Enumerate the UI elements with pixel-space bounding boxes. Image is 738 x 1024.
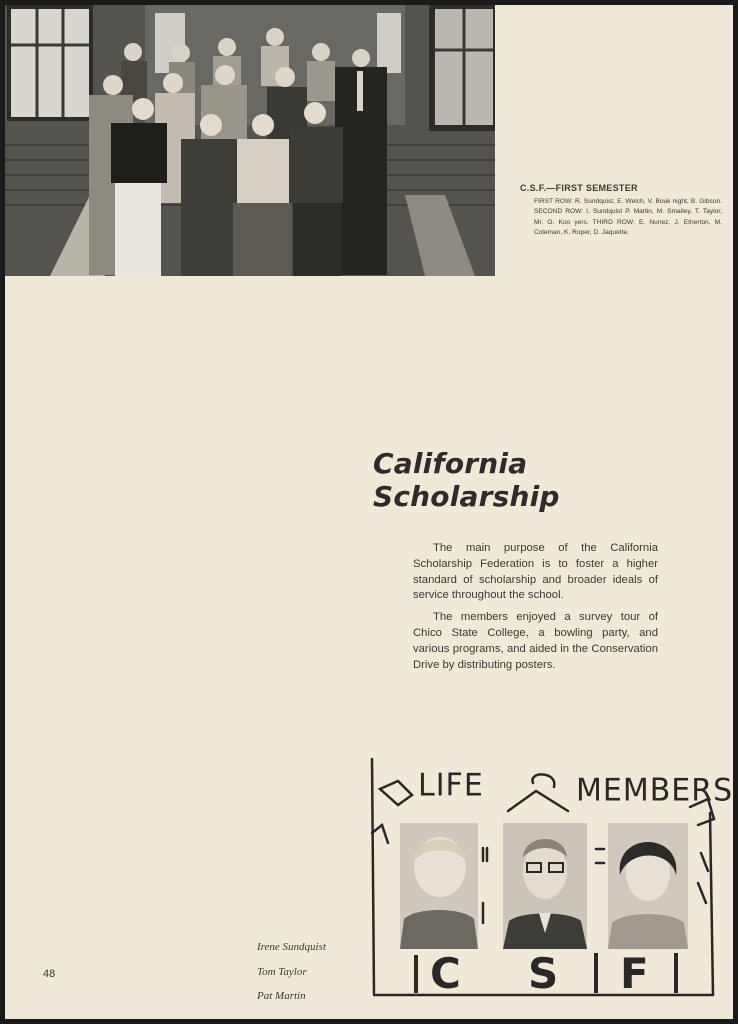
body-paragraph: The members enjoyed a survey tour of Chico State College, a bowling party, and various programs, and aided in the Conservation Drive by distributing posters. (413, 611, 658, 671)
group-photo-illustration (5, 5, 495, 276)
body-paragraph: The main purpose of the California Scholarship Federation is to foster a higher standard of scholarship and broader ideals of service throughout the school. (413, 542, 658, 602)
caption-title: C.S.F.—FIRST SEMESTER (520, 183, 638, 193)
members-word: MEMBERS (576, 772, 733, 809)
member-name: Pat Martin (257, 990, 306, 1002)
csf-letter-s: S (528, 949, 559, 998)
caption-text: FIRST ROW: R. Sundquist, E. Welch, V. Bouk night, B. Gibson. SECOND ROW: I. Sundquist P. Martin, M. Smalley, T. Taylor, Mr. O. Koo yers. THIRD ROW: E. Nunez, J. Etherton, M. Coleman, K. Roper, D. Jaquette. (534, 198, 722, 237)
life-member-names (257, 935, 326, 1009)
csf-letter-c: C (430, 949, 461, 998)
csf-bars (368, 753, 718, 1003)
csf-letter-f: F (620, 949, 649, 998)
page-title: California Scholarship (373, 447, 560, 513)
page-number: 48 (43, 968, 56, 980)
life-word: LIFE (418, 767, 484, 804)
member-name: Irene Sundquist (257, 941, 326, 953)
photo-caption (520, 183, 722, 239)
yearbook-page (5, 5, 733, 1019)
life-members-panel (368, 753, 733, 1003)
group-photo (5, 5, 495, 276)
article-body (413, 541, 658, 679)
member-name: Tom Taylor (257, 965, 307, 978)
